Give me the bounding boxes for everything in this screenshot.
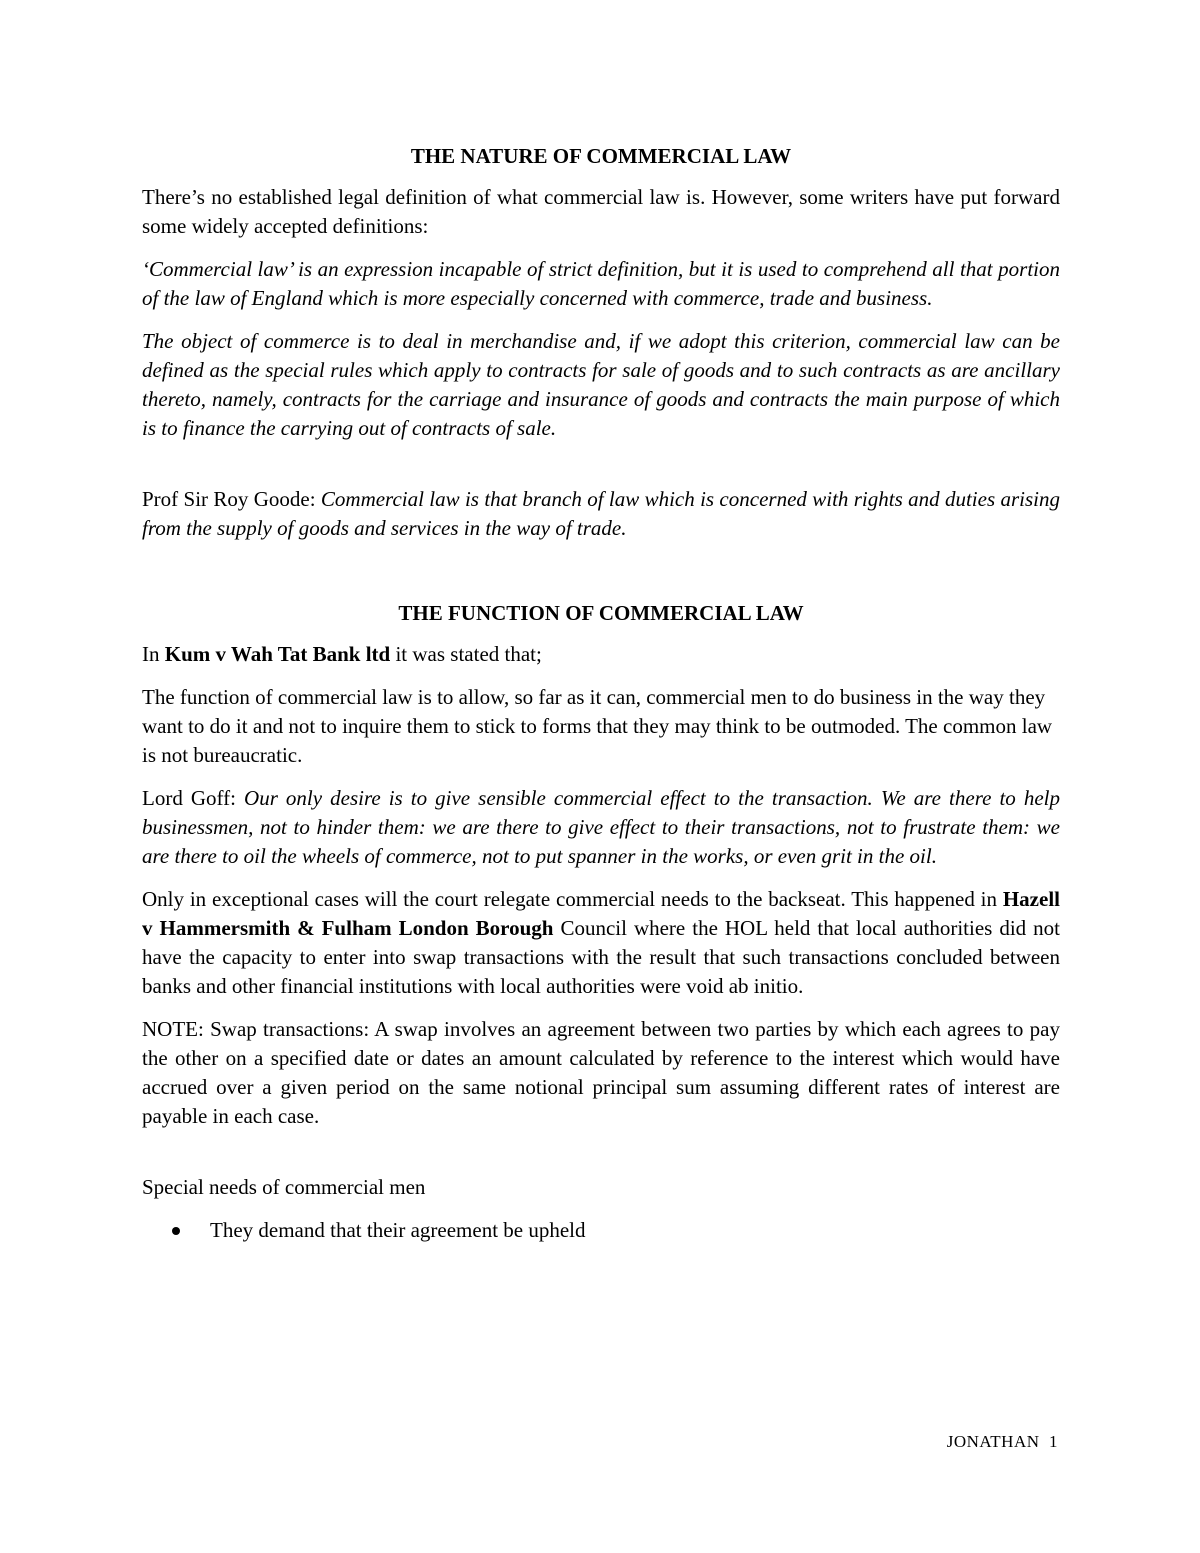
spacer [142, 557, 1060, 585]
page-number: 1 [1049, 1432, 1058, 1451]
case-intro [142, 640, 1060, 669]
list-item [142, 1216, 1060, 1245]
case-rest: it was stated that; [390, 642, 542, 666]
special-needs-list [142, 1216, 1060, 1245]
goff-name: Lord Goff: [142, 786, 236, 810]
list-item-text: They demand that their agreement be upheld [210, 1218, 586, 1242]
goode-definition [142, 485, 1060, 543]
definition-quote-2: The object of commerce is to deal in merchandise and, if we adopt this criterion, commercial law can be defined as the special rules which apply to contracts for sale of goods and to such contracts as are ancillary thereto, namely, contracts for the carriage and insurance of goods and contracts the main purpose of which is to finance the carrying out of contracts of sale. [142, 329, 1060, 440]
section-title-function: THE FUNCTION OF COMMERCIAL LAW [398, 601, 804, 625]
definition-quote-1: ‘Commercial law’ is an expression incapable of strict definition, but it is used to comprehend all that portion of the law of England which is more especially concerned with commerce, trade and business. [142, 257, 1060, 310]
exception-paragraph [142, 885, 1060, 1001]
goff-quote: Our only desire is to give sensible commercial effect to the transaction. We are there to help businessmen, not to hinder them: we are there to give effect to their transactions, not to frustrate them: we are there to oil the wheels of commerce, not to put spanner in the works, or even grit in the oil. [142, 786, 1060, 868]
function-paragraph: The function of commercial law is to allow, so far as it can, commercial men to do business in the way they want to do it and not to inquire them to stick to forms that they may think to be outmoded. The common law is not bureaucratic. [142, 685, 1053, 767]
case-in: In [142, 642, 165, 666]
spacer [142, 1145, 1060, 1173]
case-name: Kum v Wah Tat Bank ltd [164, 642, 391, 666]
special-needs-heading: Special needs of commercial men [142, 1175, 426, 1199]
footer-author: JONATHAN [946, 1432, 1040, 1451]
intro-paragraph: There’s no established legal definition of what commercial law is. However, some writers have put forward some widely accepted definitions: [142, 185, 1060, 238]
exception-rest: Council where the HOL held that local authorities did not have the capacity to enter into swap transactions with the result that such transactions concluded between banks and other financial institutions with local authorities were void ab initio. [142, 916, 1060, 998]
goode-quote: Commercial law is that branch of law which is concerned with rights and duties arising from the supply of goods and services in the way of trade. [142, 487, 1060, 540]
spacer [142, 457, 1060, 485]
section-title-nature: THE NATURE OF COMMERCIAL LAW [410, 144, 792, 168]
goode-name: Prof Sir Roy Goode: [142, 487, 316, 511]
swap-note: NOTE: Swap transactions: A swap involves an agreement between two parties by which each agrees to pay the other on a specified date or dates an amount calculated by reference to the interest which would have accrued over a given period on the same notional principal sum assuming different rates of interest are payable in each case. [142, 1017, 1060, 1128]
bullet-icon [172, 1227, 180, 1235]
document-page [142, 128, 1060, 1245]
exception-start: Only in exceptional cases will the court relegate commercial needs to the backseat. This happened in [142, 887, 1003, 911]
page-footer [947, 1432, 1058, 1452]
goff-statement [142, 784, 1060, 871]
exception-case: Hazell v Hammersmith & Fulham London Borough [142, 887, 1060, 940]
